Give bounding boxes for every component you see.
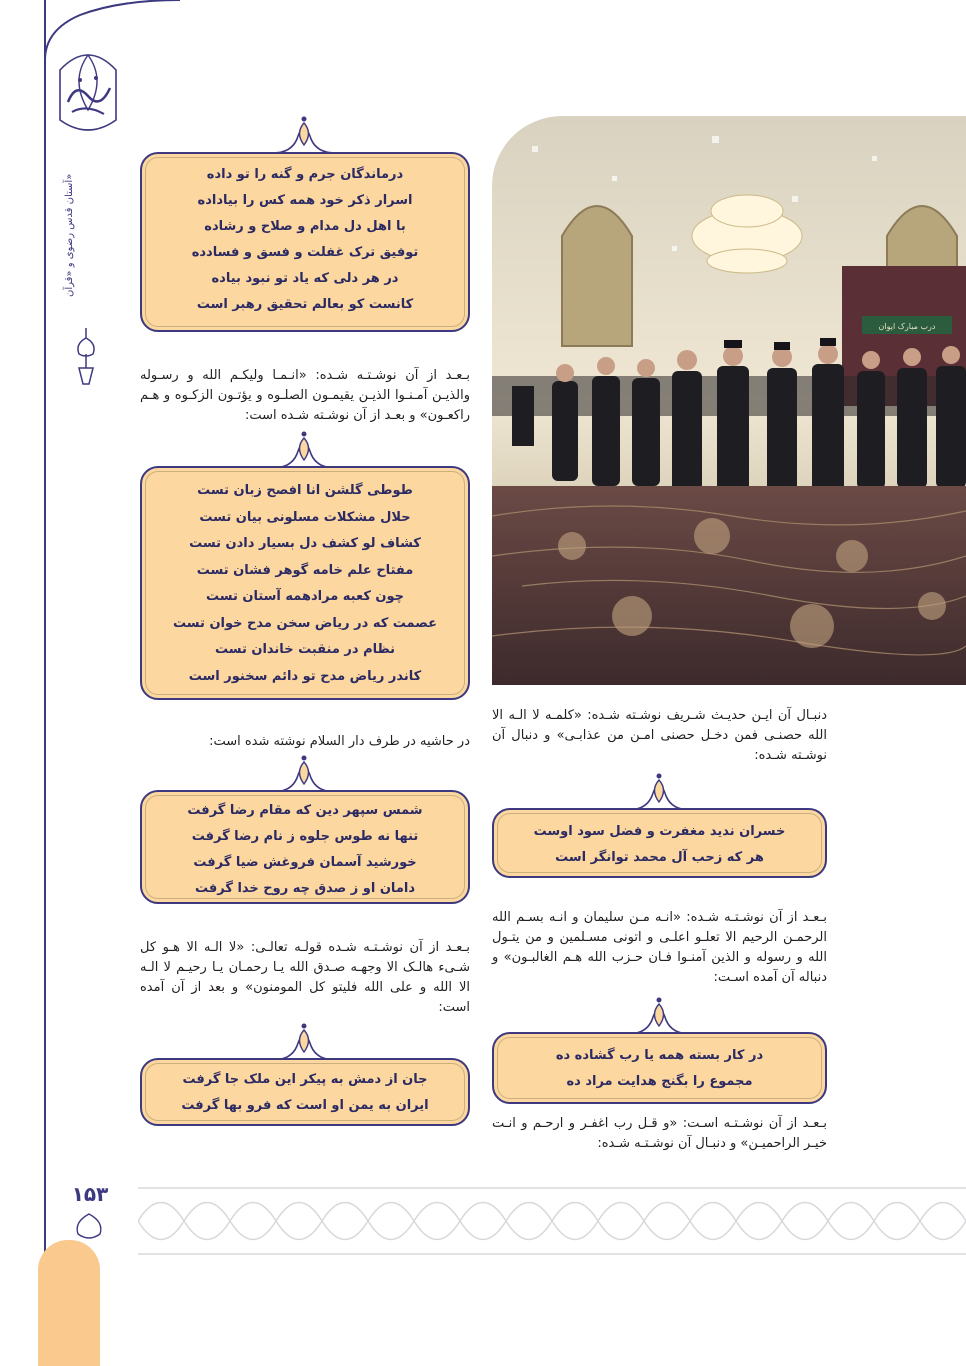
paragraph: بـعـد از آن نوشـتـه شـده: «انـه مـن سلیمان و انـه بسـم الله الرحمـن الرحیم الا تعلـو اعلـی و اتونی مسـلمین و من یتـول الله و رسوله و الذین آمنـوا فـان حـزب الله هـم الغالبـون» و دنباله آن آمده اسـت: — [492, 910, 827, 985]
poem-line: تنها نه طوس جلوه ز نام رضا گرفت — [191, 829, 419, 844]
photo-sign: درب مبارک ایوان — [878, 322, 936, 331]
poem-line: جان از دمش به پیکر این ملک جا گرفت — [182, 1072, 428, 1087]
poem-box-6 — [492, 1032, 827, 1104]
poem-line: عصمت که در ریاض سخن مدح خوان تست — [173, 615, 437, 631]
poem-line: اسرار ذکر خود همه کس را بیاداده — [197, 193, 413, 208]
box-crest-icon — [626, 770, 692, 812]
poem-line: شمس سپهر دین که مقام رضا گرفت — [187, 803, 423, 818]
poem-line: کشاف لو کشف دل بسیار دادن تست — [189, 536, 421, 551]
poem-box-1 — [140, 152, 470, 332]
poem-line: مفتاح علم خامه گوهر فشان تست — [196, 562, 414, 578]
page-number: ۱۵۳ — [71, 1182, 109, 1206]
paragraph: در حاشیه در طرف دار السلام نوشته شده است: — [209, 734, 470, 749]
paragraph: بـعـد از آن نوشـتـه شـده قولـه تعالـی: «لا الـه الا هـو کل شـیء هالـک الا وجهـه صـدق الله یـا رحمـان یـا رحیـم لا الـه الا الله و علی الله فلیتو کل المومنون» و بعد از آن آمده است: — [140, 940, 470, 1015]
shrine-photo-illustration — [492, 116, 966, 685]
bottom-tab — [38, 1240, 100, 1366]
poem-line: کاندر ریاض مدح تو دائم سخنور است — [188, 668, 422, 684]
poem-line: توفیق ترک غفلت و فسق و فسادده — [191, 245, 419, 260]
paragraph: بـعـد از آن نوشـتـه شـده: «انـمـا ولیکـم الله و رسـوله والذیـن آمـنـوا الذیـن یقیمـون الصلـوه و یؤتـون الزکـوه و هـم راکعـون» و بعـد از آن نوشـته شـده است: — [140, 368, 470, 423]
poem-line: خسران ندید مغفرت و فضل سود اوست — [533, 824, 786, 839]
poem-line: طوطی گلشن انا افصح زبان تست — [197, 483, 413, 498]
poem-line: ایران به یمن او است که فرو بها گرفت — [181, 1098, 429, 1113]
poem-line: در کار بسته همه یا رب گشاده ده — [555, 1048, 764, 1063]
paragraph: دنبـال آن ایـن حدیـث شـریف نوشـته شـده: «کلمـه لا الـه الا الله حصنـی فمن دخـل حصنی امـن من عذابـی» و دنبال آن نوشـته شـده: — [492, 708, 827, 763]
box-crest-icon — [271, 113, 337, 155]
poem-box-2 — [140, 466, 470, 700]
bottom-arabesque-pattern — [138, 1184, 966, 1258]
box-crest-icon — [271, 752, 337, 794]
publication-logo — [56, 62, 120, 126]
poem-line: با اهل دل مدام و صلاح و رشاده — [204, 219, 406, 234]
poem-line: حلال مشکلات مسلونی بیان تست — [199, 509, 411, 525]
poem-line: هر که زحب آل محمد توانگر است — [555, 850, 764, 865]
poem-box-4 — [140, 1058, 470, 1126]
paragraph: بـعـد از آن نوشـتـه اسـت: «و قـل رب اغفـر و ارحـم و انـت خیـر الراحمیـن» و دنبـال آن نوشـتـه شـده: — [492, 1116, 827, 1151]
section-title: آستان قدس رضوی و «قرآن» — [64, 173, 75, 297]
poem-line: دامان او ز صدق چه روح خدا گرفت — [195, 881, 415, 896]
finial-ornament-icon — [69, 328, 103, 388]
box-crest-icon — [626, 994, 692, 1036]
poem-box-3 — [140, 790, 470, 904]
poem-box-5 — [492, 808, 827, 878]
poem-line: نظام در منقبت خاندان تست — [214, 642, 396, 657]
poem-line: خورشید آسمان فروغش ضیا گرفت — [193, 855, 417, 870]
box-crest-icon — [271, 1020, 337, 1062]
poem-line: چون کعبه مرادهمه آستان تست — [205, 589, 405, 604]
shrine-photo — [492, 116, 966, 685]
logo-calligraphy-icon — [56, 62, 120, 126]
box-crest-icon — [271, 428, 337, 470]
poem-line: در هر دلی که یاد تو نبود بیاده — [211, 271, 399, 286]
poem-line: مجموع را بگنج هدایت مراد ده — [566, 1074, 753, 1089]
poem-line: کانست کو بعالم تحقیق رهبر است — [196, 297, 414, 312]
poem-line: درماندگان جرم و گنه را تو داده — [206, 167, 404, 182]
